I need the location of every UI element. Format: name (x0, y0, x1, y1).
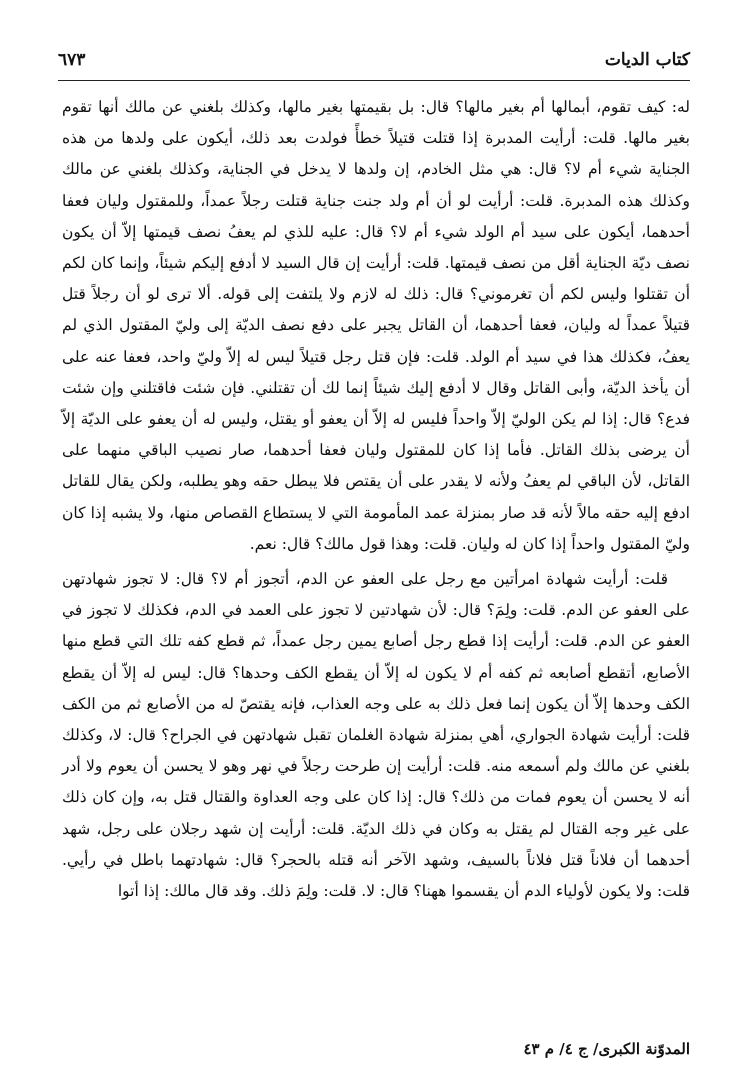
chapter-title: كتاب الديات (604, 50, 690, 70)
paragraph: له: كيف تقوم، أبمالها أم بغير مالها؟ قال: بل بقيمتها بغير مالها، وكذلك بلغني عن مالك أنها تقوم بغير مالها. قلت: أرأيت المدبرة إذا قتلت قتيلاً خطأً فولدت بعد ذلك، أيكون على ولدها من هذه الجناية شيء أم لا؟ قال: هي مثل الخادم، إن ولدها لا يدخل في الجناية، وكذلك بلغني عن مالك وكذلك هذه المدبرة. قلت: أرأيت لو أن أم ولد جنت جناية قتلت رجلاً عمداً، وللمقتول وليان فعفا أحدهما، أيكون على سيد أم الولد شيء أم لا؟ قال: عليه للذي لم يعفُ نصف قيمتها إلاّ أن يكون نصف ديّة الجناية أقل من نصف قيمتها. قلت: أرأيت إن قال السيد لا أدفع إليكم شيئاً، وإنما كان لكم أن تقتلوا وليس لكم أن تغرموني؟ قال: ذلك له لازم ولا يلتفت إلى قوله. ألا ترى لو أن رجلاً قتل قتيلاً عمداً له وليان، فعفا أحدهما، أن القاتل يجبر على دفع نصف الديّة إلى وليّ المقتول الذي لم يعفُ، فكذلك هذا في سيد أم الولد. قلت: فإن قتل رجل قتيلاً ليس له إلاّ وليّ واحد، فعفا عنه على أن يأخذ الديّة، وأبى القاتل وقال لا أدفع إليك شيئاً إنما لك أن تقتلني. فإن شئت فاقتلني وإن شئت فدع؟ قال: إذا لم يكن الوليّ إلاّ واحداً فليس له إلاّ أن يعفو أو يقتل، وليس له أن يعفو على الديّة إلاّ أن يرضى بذلك القاتل. فأما إذا كان للمقتول وليان فعفا أحدهما، صار نصيب الباقي منهما على القاتل، لأن الباقي لم يعفُ ولأنه لا يقدر على أن يقتص فلا يبطل حقه وهو يطلبه، ولكن يقال للقاتل ادفع إليه حقه مالاً لأنه قد صار بمنزلة عمد المأمومة التي لا يستطاع القصاص منها، ولا يشبه إذا كان وليّ المقتول واحداً إذا كان له وليان. قلت: وهذا قول مالك؟ قال: نعم. (62, 98, 690, 553)
header-divider (58, 80, 690, 81)
page-number: ٦٧٣ (58, 50, 86, 70)
footer-signature: المدوّنة الكبرى/ ج ٤/ م ٤٣ (523, 1040, 690, 1058)
page-header (58, 44, 690, 74)
main-text (62, 92, 690, 907)
paragraph: قلت: أرأيت شهادة امرأتين مع رجل على العفو عن الدم، أتجوز أم لا؟ قال: لا تجوز شهادتهن على العفو عن الدم. قلت: ولِمَ؟ قال: لأن شهادتين لا تجوز على العمد في الدم، فكذلك لا تجوز في العفو عن الدم. قلت: أرأيت إذا قطع رجل أصابع يمين رجل عمداً، ثم قطع كفه تلك التي قطع منها الأصابع، أتقطع أصابعه ثم كفه أم لا يكون له إلاّ أن يقطع الكف وحدها؟ قال: ليس له إلاّ أن يقطع الكف وحدها إلاّ أن يكون إنما فعل ذلك به على وجه العذاب، فإنه يقتصّ له من الأصابع ثم من الكف قلت: أرأيت شهادة الجواري، أهي بمنزلة شهادة الغلمان تقبل شهادتهن في الجراح؟ قال: لا، وكذلك بلغني عن مالك ولم أسمعه منه. قلت: أرأيت إن طرحت رجلاً في نهر وهو لا يحسن أن يعوم ولا أدر أنه لا يحسن أن يعوم فمات من ذلك؟ قال: إذا كان على وجه العداوة والقتال قتل به، وإن كان ذلك على غير وجه القتال لم يقتل به وكان في ذلك الديّة. قلت: أرأيت إن شهد رجلان على رجل، شهد أحدهما أن فلاناً قتل فلاناً بالسيف، وشهد الآخر أنه قتله بالحجر؟ قال: شهادتهما باطل في رأيي. قلت: ولا يكون لأولياء الدم أن يقسموا ههنا؟ قال: لا. قلت: ولِمَ ذلك. وقد قال مالك: إذا أتوا (62, 570, 690, 901)
